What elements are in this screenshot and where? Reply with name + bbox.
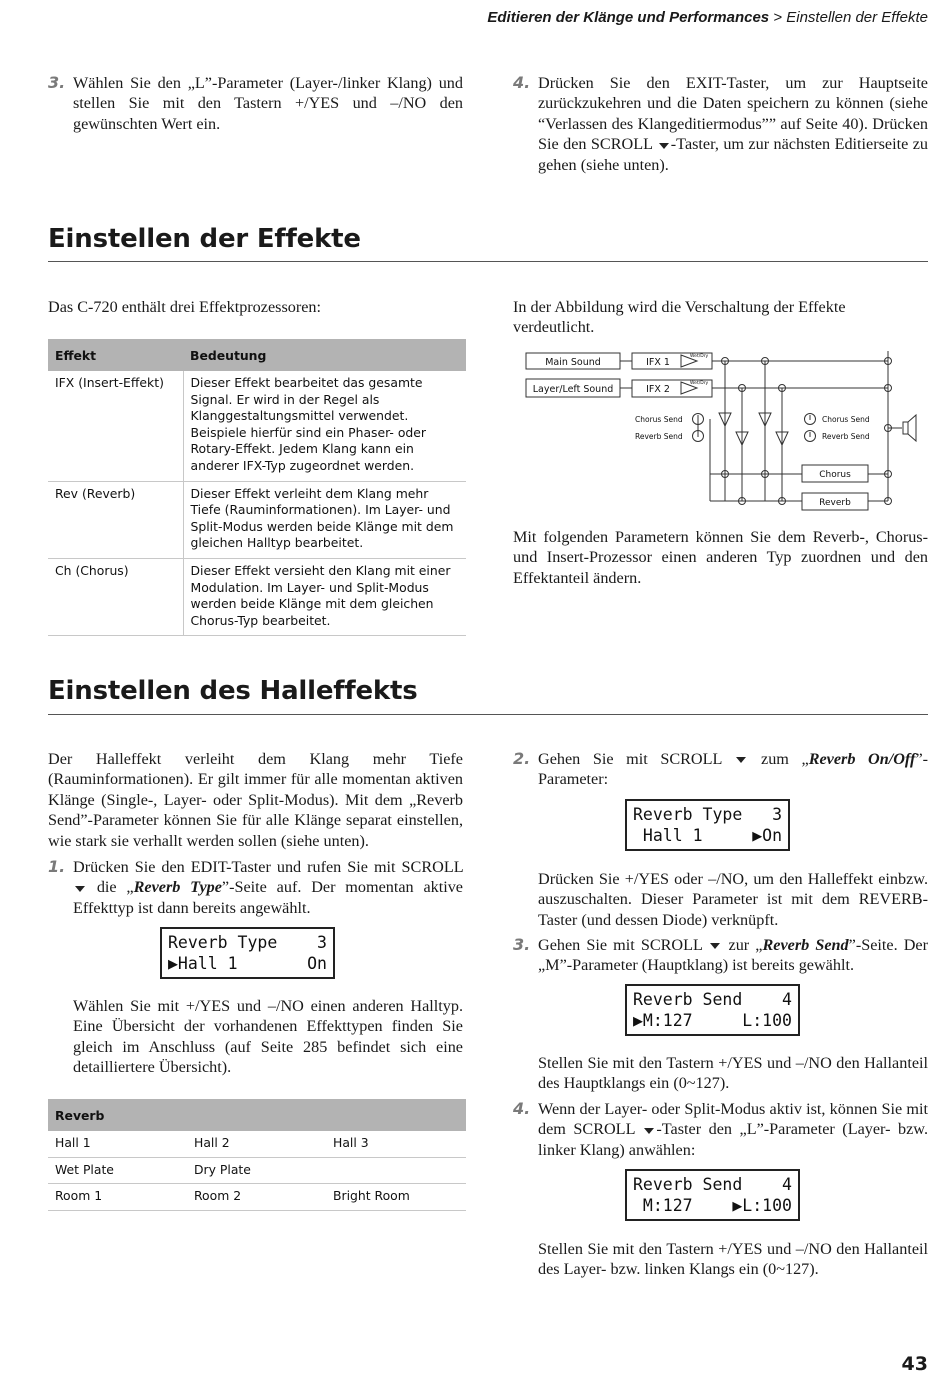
hall-step2-text bbox=[538, 749, 928, 790]
effects-section-rule bbox=[48, 261, 928, 262]
hall-step1-em: Reverb Type bbox=[133, 878, 222, 897]
chorus-label: Chorus bbox=[819, 470, 851, 480]
main-sound-label: Main Sound bbox=[545, 357, 601, 368]
header-separator: > bbox=[769, 9, 787, 26]
effects-table-meaning-cell: Dieser Effekt versieht den Klang mit einer Modulation. Im Layer- und Split-Modus werden beide Klänge mit dem gleichen Chorus-Typ bearbeitet. bbox=[183, 558, 466, 635]
ifx2-label: IFX 2 bbox=[646, 384, 670, 395]
header-section: Einstellen der Effekte bbox=[786, 9, 928, 26]
top-step4-text bbox=[538, 73, 928, 175]
table-row bbox=[48, 1131, 466, 1157]
lcd-line-1: Reverb Type 3 bbox=[633, 805, 783, 824]
header-chapter: Editieren der Klänge und Performances bbox=[487, 9, 770, 26]
hall-step1-text-c: ”-Seite auf. Der momentan aktive Effekttyp ist dann bereits angewählt. bbox=[73, 878, 463, 917]
reverb-type-cell: Room 2 bbox=[187, 1184, 326, 1211]
hall-section-title: Einstellen des Halleffekts bbox=[48, 676, 418, 706]
hall-step2-after: Drücken Sie +/YES oder –/NO, um den Halleffekt einbzw. auszuschalten. Dieser Parameter ist mit dem REVERB-Taster (und dessen Diode) verknüpft. bbox=[538, 870, 928, 929]
top-step4-text-b: -Taster, um zur nächsten Editierseite zu gehen (siehe unten). bbox=[538, 135, 928, 174]
hall-step3-em: Reverb Send bbox=[762, 936, 849, 954]
table-row bbox=[48, 1157, 466, 1184]
lcd-display-reverb-onoff bbox=[625, 799, 790, 851]
reverb-label: Reverb bbox=[819, 498, 851, 508]
after-diagram-text: Mit folgenden Parametern können Sie dem Reverb-, Chorus- und Insert-Prozessor einen anderen Typ zuordnen und den Effektanteil ändern. bbox=[513, 528, 928, 587]
reverb-type-cell: Hall 3 bbox=[326, 1131, 466, 1157]
hall-step3-text-a: Gehen Sie mit SCROLL bbox=[538, 936, 703, 954]
hall-step2-text-a: Gehen Sie mit SCROLL bbox=[538, 750, 722, 768]
scroll-down-arrow-icon bbox=[736, 757, 746, 763]
hall-step3-text-c: ”-Seite. Der „M”-Parameter (Hauptklang) ist bereits gewählt. bbox=[538, 936, 929, 975]
ifx1-wetdry-label: Wet/Dry bbox=[690, 354, 709, 359]
scroll-down-arrow-icon bbox=[710, 943, 720, 949]
hall-step3-number: 3. bbox=[513, 935, 531, 954]
hall-step4-number: 4. bbox=[513, 1099, 531, 1118]
reverb-type-cell: Bright Room bbox=[326, 1184, 466, 1211]
reverb-type-cell: Hall 2 bbox=[187, 1131, 326, 1157]
reverb-type-cell: Wet Plate bbox=[48, 1157, 187, 1184]
effects-table-meaning-cell: Dieser Effekt bearbeitet das gesamte Signal. Er wird in der Regel als Klanggestaltungsmittel verwendet. Beispiele hierfür sind ein Phaser- oder Rotary-Effekt. Jedem Klang kann ein anderer IFX-Typ zugeordnet werden. bbox=[183, 371, 466, 481]
effects-intro: Das C-720 enthält drei Effektprozessoren: bbox=[48, 298, 322, 316]
lcd-line-1: Reverb Type 3 bbox=[168, 933, 327, 952]
hall-step2-number: 2. bbox=[513, 749, 531, 768]
scroll-down-arrow-icon bbox=[644, 1128, 654, 1134]
hall-step1-after: Wählen Sie mit +/YES und –/NO einen anderen Halltyp. Eine Übersicht der vorhandenen Effekttypen finden Sie gleich im Anschluss (auf Seite 285 befindet sich eine detailliertere Übersicht). bbox=[73, 997, 463, 1077]
lcd-line-1: Reverb Send 4 bbox=[633, 1175, 792, 1194]
ifx1-label: IFX 1 bbox=[646, 357, 670, 368]
lcd-display-reverb-send-m bbox=[625, 984, 800, 1036]
reverb-table-header: Reverb bbox=[48, 1099, 466, 1131]
effects-routing-diagram bbox=[520, 346, 920, 521]
running-header bbox=[487, 9, 928, 26]
diagram-intro: In der Abbildung wird die Verschaltung der Effekte verdeutlicht. bbox=[513, 298, 846, 337]
lcd-line-1: Reverb Send 4 bbox=[633, 990, 792, 1009]
effects-table-header-meaning: Bedeutung bbox=[183, 339, 466, 371]
top-step4-number: 4. bbox=[513, 73, 531, 92]
hall-step1-text-a: Drücken Sie den EDIT-Taster und rufen Sie mit SCROLL bbox=[73, 858, 463, 876]
top-step3-number: 3. bbox=[48, 73, 66, 92]
lcd-line-2: Hall 1 ▶On bbox=[633, 826, 783, 845]
table-row bbox=[48, 558, 466, 635]
hall-step4-text-a: Wenn der Layer- oder Split-Modus aktiv ist, können Sie mit dem SCROLL bbox=[538, 1100, 928, 1139]
effects-table-effect-cell: Rev (Reverb) bbox=[48, 481, 183, 558]
top-step4-text-a: Drücken Sie den EXIT-Taster, um zur Hauptseite zurückzukehren und die Daten speichern zu können (siehe “Verlassen des Klangeditiermodus”” auf Seite 40). Drücken Sie den SCROLL bbox=[538, 74, 928, 154]
table-row bbox=[48, 371, 466, 481]
chorus-send-left-label: Chorus Send bbox=[635, 415, 683, 424]
hall-step1-text bbox=[73, 857, 463, 918]
reverb-type-cell: Hall 1 bbox=[48, 1131, 187, 1157]
hall-step4-text-b: -Taster den „L”-Parameter (Layer- bzw. linker Klang) anwählen: bbox=[538, 1120, 928, 1159]
reverb-type-cell: Dry Plate bbox=[187, 1157, 326, 1184]
lcd-line-2: ▶Hall 1 On bbox=[168, 954, 327, 973]
reverb-type-cell bbox=[326, 1157, 466, 1184]
effects-table-effect-cell: IFX (Insert-Effekt) bbox=[48, 371, 183, 481]
hall-step4-text bbox=[538, 1099, 928, 1160]
effects-table-header-effect: Effekt bbox=[48, 339, 183, 371]
effects-table-meaning-cell: Dieser Effekt verleiht dem Klang mehr Tiefe (Rauminformationen). Im Layer- und Split-Modus werden beide Klänge mit dem gleichen Halltyp bearbeitet. bbox=[183, 481, 466, 558]
effects-table-header-row bbox=[48, 339, 466, 371]
speaker-icon bbox=[903, 415, 916, 441]
reverb-table-header-row bbox=[48, 1099, 466, 1131]
reverb-types-table bbox=[48, 1099, 466, 1211]
lcd-line-2: ▶M:127 L:100 bbox=[633, 1011, 792, 1030]
chorus-send-right-label: Chorus Send bbox=[822, 415, 870, 424]
hall-step1-number: 1. bbox=[48, 857, 66, 876]
hall-step4-after: Stellen Sie mit den Tastern +/YES und –/NO den Hallanteil des Layer- bzw. linken Klangs ein (0~127). bbox=[538, 1240, 928, 1279]
lcd-display-reverb-type bbox=[160, 927, 335, 979]
hall-step3-text bbox=[538, 935, 928, 976]
page-number: 43 bbox=[901, 1353, 928, 1375]
hall-step3-text-b: zur „ bbox=[722, 936, 763, 954]
reverb-type-cell: Room 1 bbox=[48, 1184, 187, 1211]
hall-section-rule bbox=[48, 714, 928, 715]
hall-step2-text-c: ”-Parameter: bbox=[538, 750, 929, 789]
scroll-down-arrow-icon bbox=[659, 143, 669, 149]
table-row bbox=[48, 1184, 466, 1211]
hall-step3-after: Stellen Sie mit den Tastern +/YES und –/NO den Hallanteil des Hauptklangs ein (0~127). bbox=[538, 1054, 928, 1093]
lcd-display-reverb-send-l bbox=[625, 1169, 800, 1221]
scroll-down-arrow-icon bbox=[75, 886, 85, 892]
layer-sound-label: Layer/Left Sound bbox=[532, 384, 614, 395]
hall-step1-text-b: die „ bbox=[87, 878, 134, 897]
table-row bbox=[48, 481, 466, 558]
hall-intro: Der Halleffekt verleiht dem Klang mehr Tiefe (Rauminformationen). Er gilt immer für alle momentan aktiven Klänge (Single-, Layer- oder Split-Modus). Mit dem „Reverb Send”-Parameter können Sie für alle Klänge separat einstellen, wie stark sie verhallt werden sollen (siehe unten). bbox=[48, 750, 463, 850]
hall-step2-text-b: zum „ bbox=[748, 750, 809, 768]
top-step3-text: Wählen Sie den „L”-Parameter (Layer-/linker Klang) und stellen Sie mit den Tastern +/YES und –/NO den gewünschten Wert ein. bbox=[73, 74, 463, 133]
ifx2-wetdry-label: Wet/Dry bbox=[690, 381, 709, 386]
effects-section-title: Einstellen der Effekte bbox=[48, 224, 361, 254]
effects-table bbox=[48, 339, 466, 636]
hall-step2-em: Reverb On/Off bbox=[808, 750, 916, 768]
lcd-line-2: M:127 ▶L:100 bbox=[633, 1196, 792, 1215]
reverb-send-right-label: Reverb Send bbox=[822, 432, 870, 441]
effects-table-effect-cell: Ch (Chorus) bbox=[48, 558, 183, 635]
reverb-send-left-label: Reverb Send bbox=[635, 432, 683, 441]
